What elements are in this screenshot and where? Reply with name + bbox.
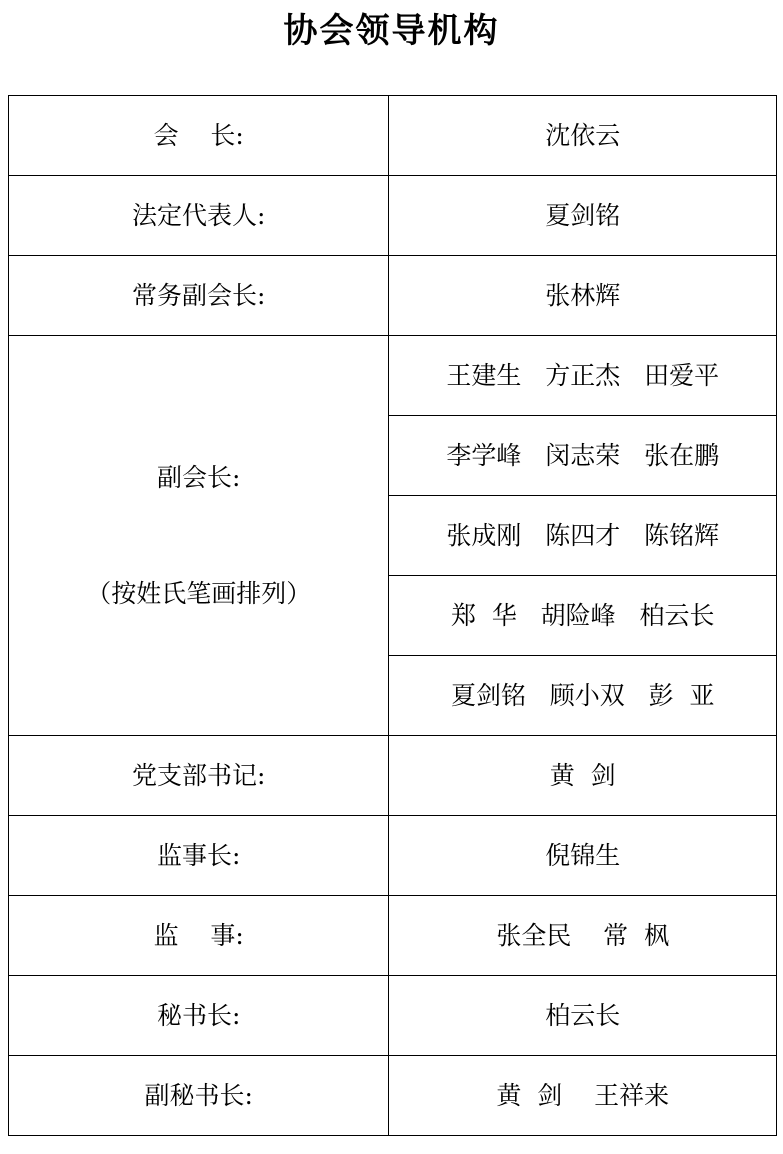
table-row bbox=[9, 96, 777, 176]
row-value-secretary-general: 柏云长 bbox=[389, 976, 777, 1056]
row-label-deputy-secretary-general: 副秘书长: bbox=[9, 1056, 389, 1136]
leadership-table bbox=[8, 95, 777, 1136]
row-label-exec-vp: 常务副会长: bbox=[9, 256, 389, 336]
row-label-secretary-general: 秘书长: bbox=[9, 976, 389, 1056]
vice-presidents-note: （按姓氏笔画排列） bbox=[86, 578, 312, 608]
page-title: 协会领导机构 bbox=[283, 11, 500, 51]
row-value-legal-rep: 夏剑铭 bbox=[389, 176, 777, 256]
row-value-exec-vp: 张林辉 bbox=[389, 256, 777, 336]
table-row bbox=[9, 976, 777, 1056]
row-label-vice-presidents bbox=[9, 336, 389, 736]
row-label-party-secretary: 党支部书记: bbox=[9, 736, 389, 816]
table-row bbox=[9, 256, 777, 336]
table-row bbox=[9, 176, 777, 256]
vice-presidents-line-3: 张成刚 陈四才 陈铭辉 bbox=[389, 496, 777, 576]
table-row bbox=[9, 336, 777, 416]
row-value-party-secretary: 黄 剑 bbox=[389, 736, 777, 816]
row-label-supervisors: 监 事: bbox=[9, 896, 389, 976]
row-value-chief-supervisor: 倪锦生 bbox=[389, 816, 777, 896]
table-row bbox=[9, 1056, 777, 1136]
vice-presidents-line-4: 郑 华 胡险峰 柏云长 bbox=[389, 576, 777, 656]
row-label-president: 会 长: bbox=[9, 96, 389, 176]
row-value-supervisors: 张全民 常 枫 bbox=[389, 896, 777, 976]
vice-presidents-label: 副会长: bbox=[157, 462, 241, 492]
row-label-legal-rep: 法定代表人: bbox=[9, 176, 389, 256]
row-value-president: 沈依云 bbox=[389, 96, 777, 176]
table-row bbox=[9, 816, 777, 896]
table-row bbox=[9, 736, 777, 816]
row-label-chief-supervisor: 监事长: bbox=[9, 816, 389, 896]
row-value-deputy-secretary-general: 黄 剑 王祥来 bbox=[389, 1056, 777, 1136]
vice-presidents-line-1: 王建生 方正杰 田爱平 bbox=[389, 336, 777, 416]
table-row bbox=[9, 896, 777, 976]
vice-presidents-line-5: 夏剑铭 顾小双 彭 亚 bbox=[389, 656, 777, 736]
vice-presidents-line-2: 李学峰 闵志荣 张在鹏 bbox=[389, 416, 777, 496]
